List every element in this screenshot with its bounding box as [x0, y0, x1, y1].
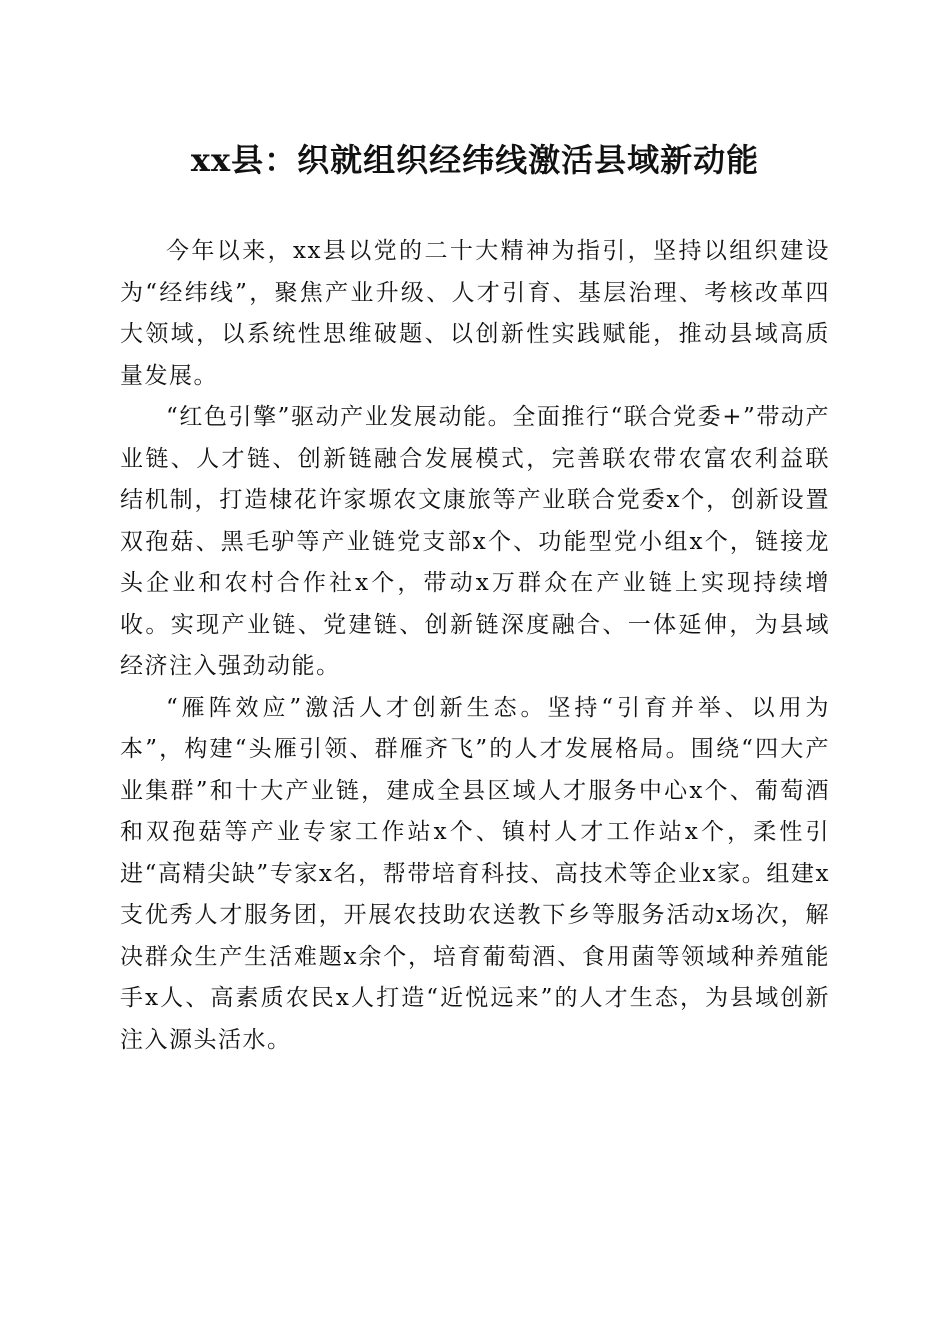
paragraph-talent: “雁阵效应”激活人才创新生态。坚持“引育并举、以用为本”，构建“头雁引领、群雁齐飞”的人才发展格局。围绕“四大产业集群”和十大产业链，建成全县区域人才服务中心x个、葡萄酒和双孢菇等产业专家工作站x个、镇村人才工作站x个，柔性引进“高精尖缺”专家x名，帮带培育科技、高技术等企业x家。组建x支优秀人才服务团，开展农技助农送教下乡等服务活动x场次，解决群众生产生活难题x余个，培育葡萄酒、食用菌等领域种养殖能手x人、高素质农民x人打造“近悦远来”的人才生态，为县域创新注入源头活水。	[120, 694, 830, 1053]
paragraph-industry: “红色引擎”驱动产业发展动能。全面推行“联合党委+”带动产业链、人才链、创新链融合发展模式，完善联农带农富农利益联结机制，打造棣花许家塬农文康旅等产业联合党委x个，创新设置双孢菇、黑毛驴等产业链党支部x个、功能型党小组x个，链接龙头企业和农村合作社x个，带动x万群众在产业链上实现持续增收。实现产业链、党建链、创新链深度融合、一体延伸，为县域经济注入强劲动能。	[120, 404, 830, 679]
document-title: xx县：织就组织经纬线激活县域新动能	[190, 141, 760, 179]
paragraph-intro: 今年以来，xx县以党的二十大精神为指引，坚持以组织建设为“经纬线”，聚焦产业升级、人才引育、基层治理、考核改革四大领域，以系统性思维破题、以创新性实践赋能，推动县域高质量发展。	[120, 238, 830, 389]
document-body	[120, 231, 830, 1061]
